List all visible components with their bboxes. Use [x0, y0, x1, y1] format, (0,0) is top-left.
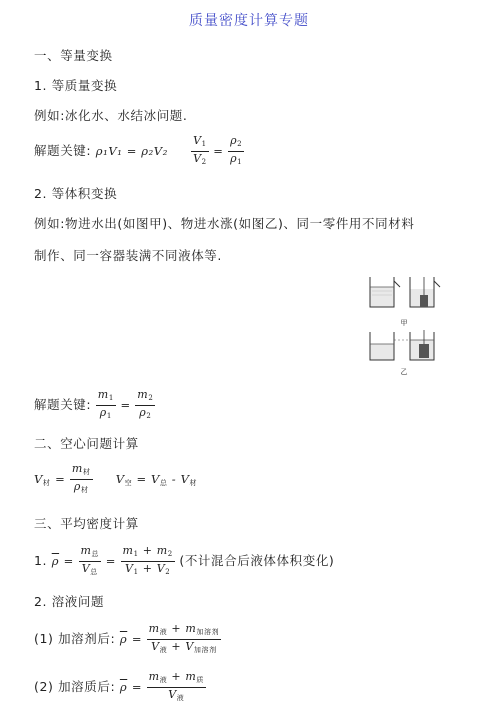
section-2-heading: 二、空心问题计算 — [34, 436, 139, 451]
material-volume-fraction: $\frac{m_材}{\rho_材}$ — [71, 462, 91, 494]
key-label: 解题关键: — [34, 143, 92, 158]
example-line-1: 例如:物进水出(如图甲)、物进水涨(如图乙)、同一零件用不同材料 — [34, 216, 415, 231]
overflow-beaker-diagram — [364, 273, 444, 315]
mass-over-density-1: $\frac{m_1}{\rho_1}$ — [97, 388, 114, 420]
hollow-volume-formula: $V_空 = V_总 - V_材$ — [115, 472, 198, 487]
rising-water-diagram — [364, 328, 444, 364]
key-formula-1: 解题关键: ρ₁V₁ = ρ₂V₂ $\frac{V_1}{V_2}$ = $\frac{\rho_2}{\rho_1}$ — [34, 134, 244, 169]
figure-jia — [364, 273, 444, 327]
volume-ratio-left: $\frac{V_1}{V_2}$ — [193, 134, 207, 166]
mass-over-density-2: $\frac{m_2}{\rho_2}$ — [137, 388, 154, 420]
page-title: 质量密度计算专题 — [189, 13, 309, 29]
section-1-heading: 一、等量变换 — [34, 48, 113, 63]
add-solvent-formula: (1) 加溶剂后: $\overline{\rho}$ = $\frac{m_液 + m_{加溶剂}}{V_液 + V_{加溶剂}}$ — [34, 622, 220, 654]
key-formula-2: 解题关键: $\frac{m_1}{\rho_1}$ = $\frac{m_2}{\rho_2}$ — [34, 388, 155, 423]
mass-equality-formula: ρ₁V₁ = ρ₂V₂ — [95, 144, 168, 158]
density-ratio-right: $\frac{\rho_2}{\rho_1}$ — [230, 134, 243, 166]
example-ice-water: 例如:冰化水、水结冰问题. — [34, 108, 188, 123]
solution-problem-heading: 2. 溶液问题 — [34, 594, 105, 609]
mixing-note: (不计混合后液体体积变化) — [179, 553, 335, 568]
subsection-equal-volume: 2. 等体积变换 — [34, 186, 118, 201]
key-label: 解题关键: — [34, 397, 92, 412]
figure-jia-caption: 甲 — [400, 319, 408, 327]
hollow-formulas: $V_材$ = $\frac{m_材}{\rho_材}$ $V_空 = V_总 - V_材$ — [34, 462, 197, 497]
add-solute-formula: (2) 加溶质后: $\overline{\rho}$ = $\frac{m_液 + m_质}{V_液}$ — [34, 670, 204, 702]
section-3-heading: 三、平均密度计算 — [34, 516, 139, 531]
subsection-equal-mass: 1. 等质量变换 — [34, 78, 118, 93]
figure-yi-caption: 乙 — [400, 368, 408, 376]
figure-yi — [364, 328, 444, 378]
average-density-formula: 1. $\overline{\rho}$ = $\frac{m_总}{V_总}$ = $\frac{m_1 + m_2}{V_1 + V_2}$ (不计混合后液体体积变化) — [34, 544, 335, 576]
example-line-2: 制作、同一容器装满不同液体等. — [34, 248, 222, 263]
